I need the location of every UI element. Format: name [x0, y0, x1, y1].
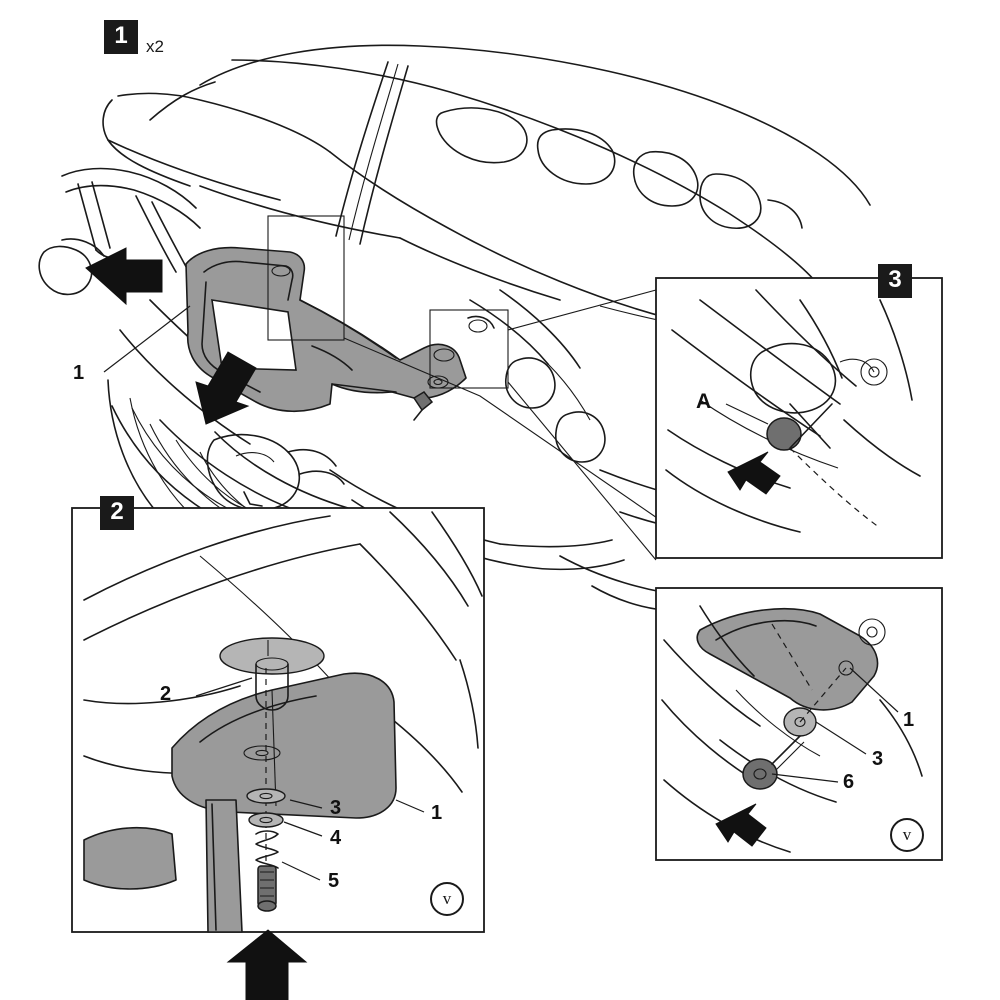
- step3-panel: [656, 278, 942, 558]
- callout-step4-part-3: 3: [872, 748, 884, 770]
- callout-step2-part-4: 4: [330, 827, 342, 849]
- callout-step4-part-6: 6: [843, 771, 855, 793]
- step4-tool-badge: v: [890, 818, 924, 852]
- callout-step2-part-5: 5: [328, 870, 340, 892]
- step-badge-2: [100, 496, 134, 530]
- step-badge-2-label: 2: [110, 498, 124, 525]
- callout-step4-part-1: 1: [903, 709, 915, 731]
- step2-panel: [72, 508, 484, 1000]
- step-badge-1: [104, 20, 138, 54]
- step-badge-1-label: 1: [114, 22, 128, 49]
- step-badge-3-label: 3: [888, 266, 902, 293]
- step2-tool-badge: v: [430, 882, 464, 916]
- callout-step2-part-3: 3: [330, 797, 342, 819]
- step-badge-3: [878, 264, 912, 298]
- callout-step2-part-1: 1: [431, 802, 443, 824]
- step-1-quantity: x2: [146, 37, 164, 56]
- callout-step2-part-2: 2: [160, 683, 172, 705]
- callout-step1-part-1: 1: [73, 362, 85, 384]
- callout-step3-point-A: A: [696, 390, 712, 413]
